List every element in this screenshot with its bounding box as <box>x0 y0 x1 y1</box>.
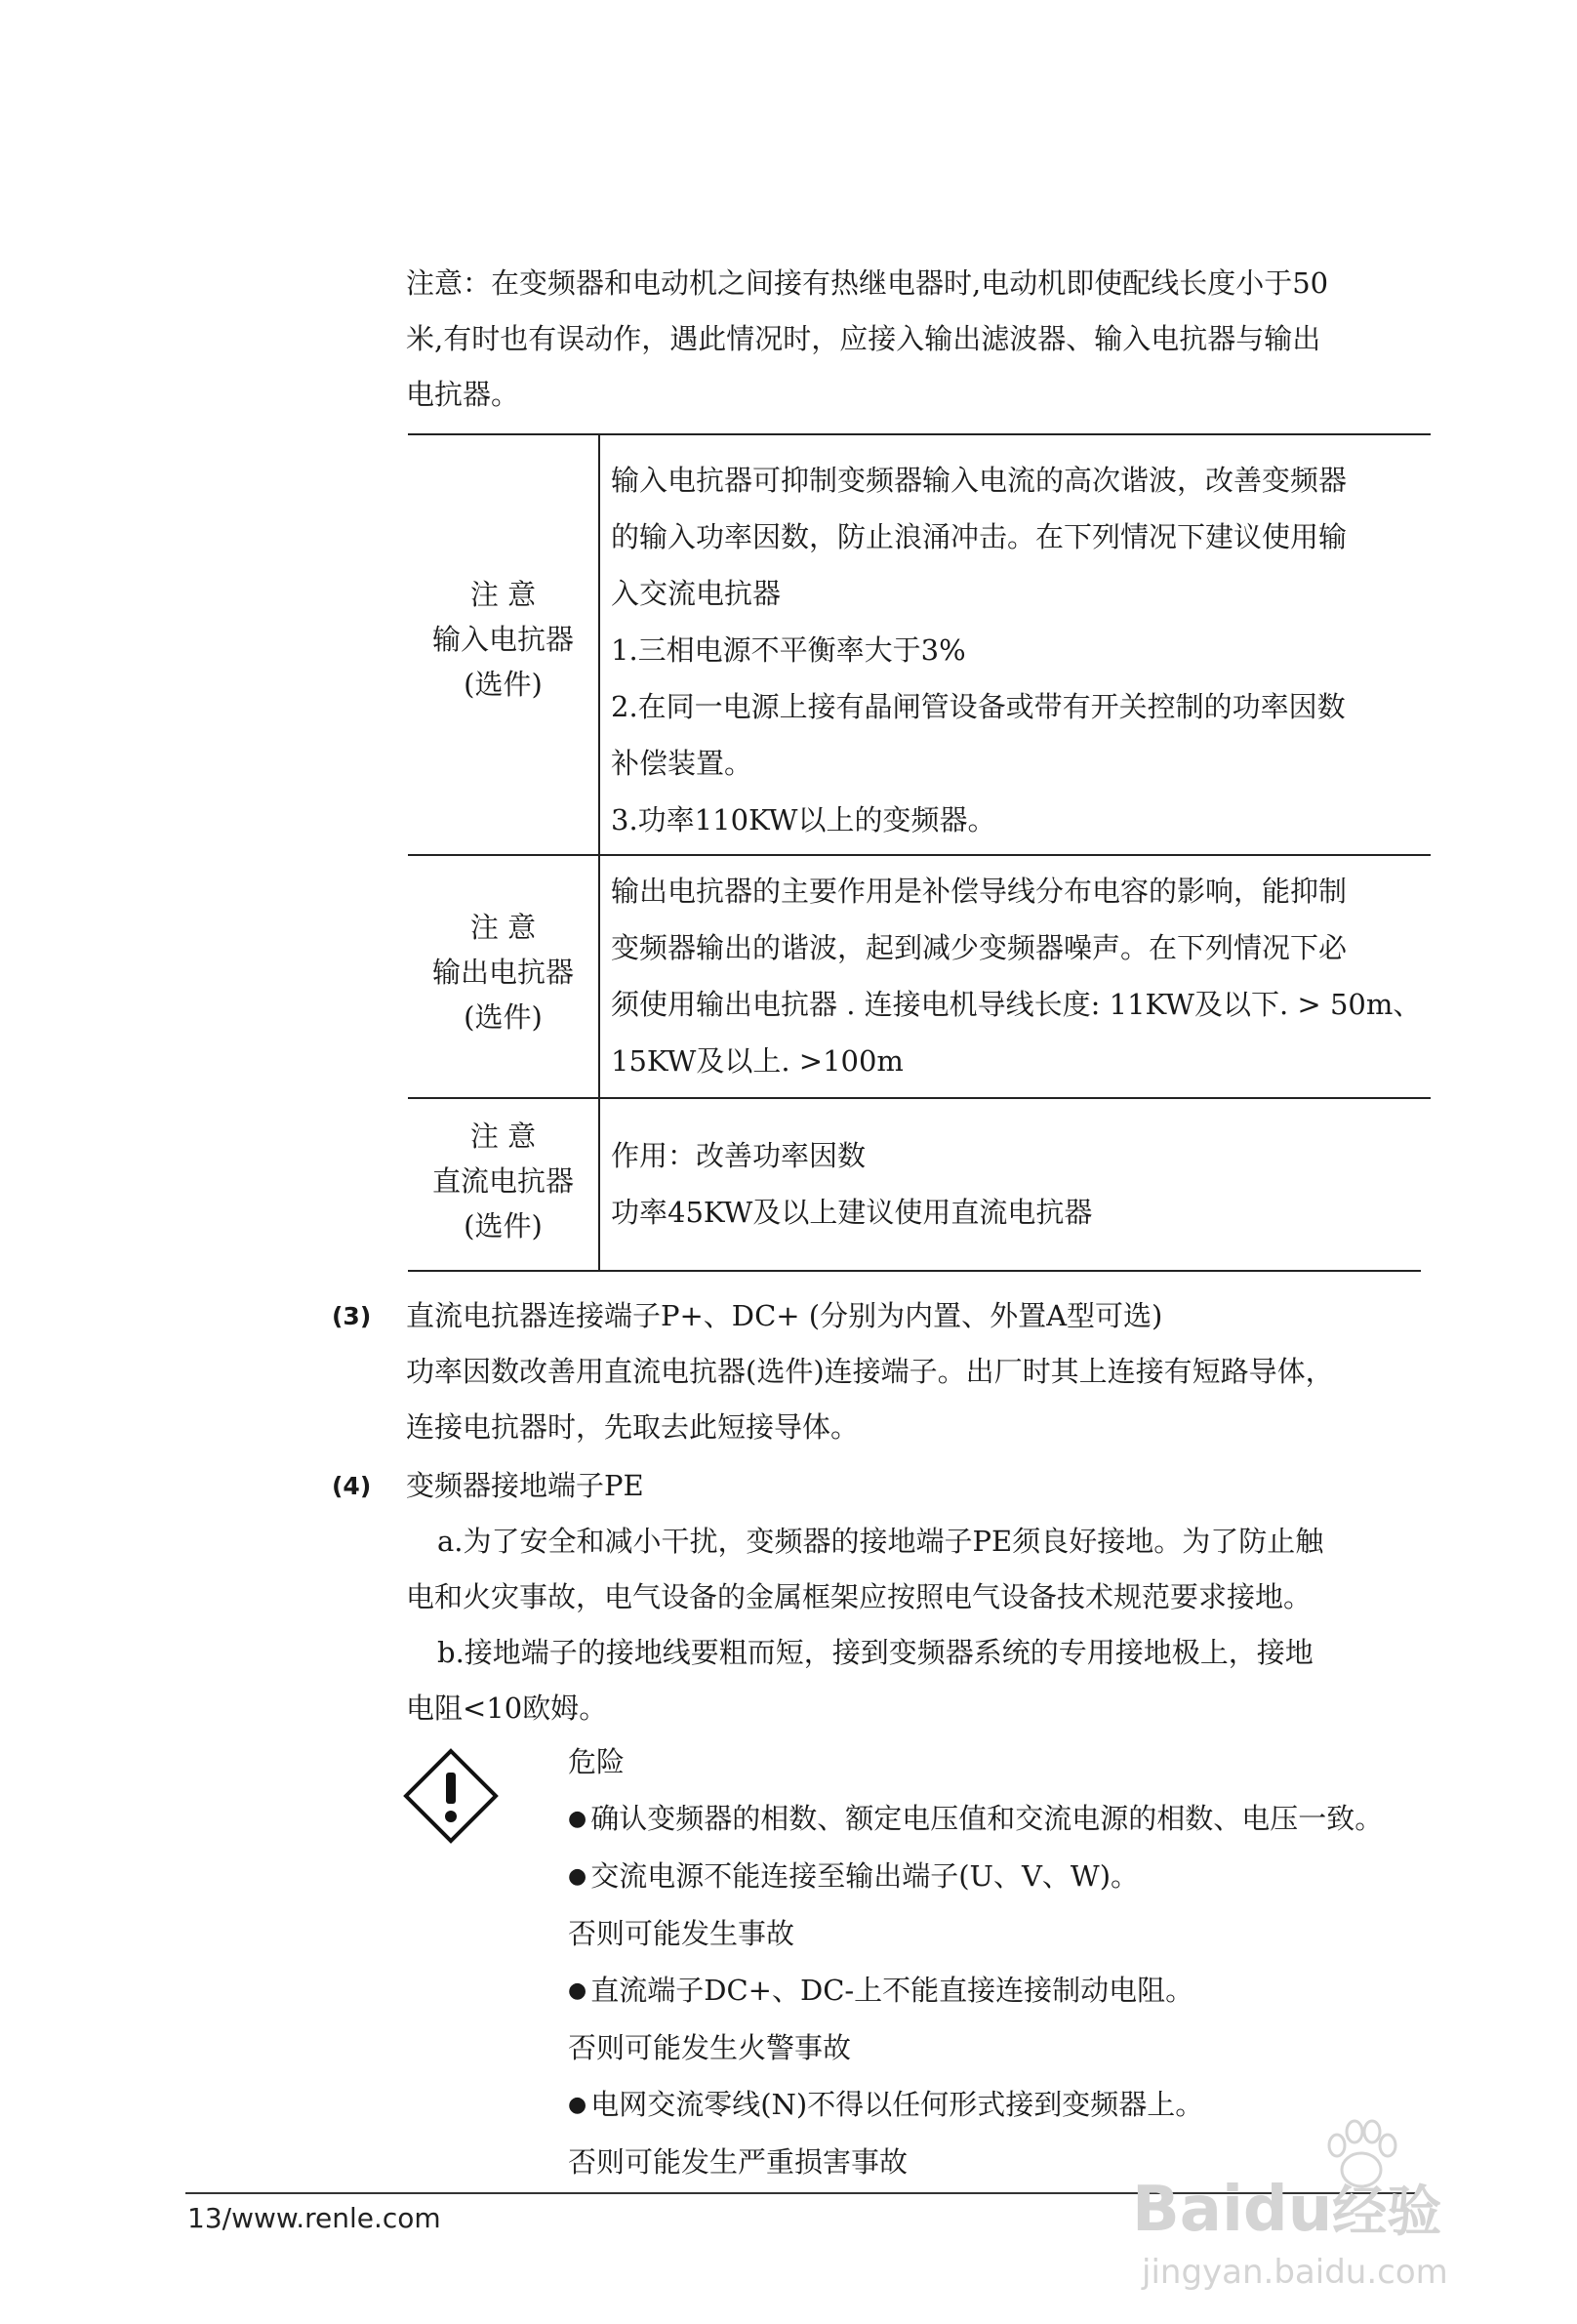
label-option: (选件) <box>464 668 543 701</box>
table-row-label <box>408 572 598 707</box>
cell-line: 3.功率110KW以上的变频器。 <box>611 803 996 836</box>
baidu-watermark <box>1132 2116 1542 2311</box>
section-line: 连接电抗器时，先取去此短接导体。 <box>406 1410 860 1444</box>
label-note: 注 意 <box>469 578 537 611</box>
cell-line: 补偿装置。 <box>611 747 753 780</box>
table-row-content <box>611 1127 1431 1241</box>
note-paragraph <box>406 256 1431 423</box>
label-note: 注 意 <box>469 911 537 944</box>
section-line: 功率因数改善用直流电抗器(选件)连接端子。出厂时其上连接有短路导体， <box>406 1355 1334 1388</box>
cell-line: 2.在同一电源上接有晶闸管设备或带有开关控制的功率因数 <box>611 690 1346 723</box>
table-row-content <box>611 452 1431 848</box>
cell-line: 作用：改善功率因数 <box>611 1139 867 1172</box>
danger-item <box>568 1790 1383 1848</box>
section-line: b.接地端子的接地线要粗而短，接到变频器系统的专用接地极上，接地 <box>437 1636 1314 1669</box>
cell-line: 输出电抗器的主要作用是补偿导线分布电容的影响，能抑制 <box>611 875 1348 908</box>
section-title: 直流电抗器连接端子P+、DC+ (分别为内置、外置A型可选) <box>406 1299 1163 1332</box>
cell-line: 15KW及以上. >100m <box>611 1044 904 1078</box>
watermark-brand: Baidu经验 <box>1132 2174 1442 2246</box>
watermark-url: jingyan.baidu.com <box>1142 2253 1448 2292</box>
section-line: 电和火灾事故，电气设备的金属框架应按照电气设备技术规范要求接地。 <box>406 1580 1313 1613</box>
danger-item-text: 电网交流零线(N)不得以任何形式接到变频器上。 <box>590 2088 1204 2121</box>
label-option: (选件) <box>464 1000 543 1034</box>
label-title: 输出电抗器 <box>431 956 574 989</box>
bullet-icon: ● <box>568 1978 587 2003</box>
cell-line: 入交流电抗器 <box>611 577 782 610</box>
danger-item-text: 交流电源不能连接至输出端子(U、V、W)。 <box>590 1859 1140 1893</box>
note-line: 米,有时也有误动作，遇此情况时，应接入输出滤波器、输入电抗器与输出 <box>406 322 1321 355</box>
danger-consequence: 否则可能发生火警事故 <box>568 2031 852 2064</box>
cell-line: 的输入功率因数，防止浪涌冲击。在下列情况下建议使用输 <box>611 520 1348 553</box>
danger-consequence: 否则可能发生严重损害事故 <box>568 2145 909 2179</box>
section-line: 电阻<10欧姆。 <box>406 1692 608 1725</box>
table-row-divider <box>408 854 1431 856</box>
danger-item-text: 直流端子DC+、DC-上不能直接连接制动电阻。 <box>590 1974 1194 2007</box>
cell-line: 功率45KW及以上建议使用直流电抗器 <box>611 1196 1093 1229</box>
table-row-divider <box>408 1097 1431 1099</box>
danger-item <box>568 1848 1383 1905</box>
danger-consequence: 否则可能发生事故 <box>568 1917 795 1950</box>
table-bottom-rule <box>408 1270 1421 1272</box>
cell-line: 变频器输出的谐波，起到减少变频器噪声。在下列情况下必 <box>611 931 1348 964</box>
section-number: (3) <box>332 1302 372 1330</box>
label-title: 输入电抗器 <box>431 623 574 656</box>
section-line: a.为了安全和减小干扰，变频器的接地端子PE须良好接地。为了防止触 <box>437 1525 1324 1558</box>
note-line: 电抗器。 <box>406 378 520 411</box>
cell-line: 1.三相电源不平衡率大于3% <box>611 633 966 667</box>
bullet-icon: ● <box>568 1864 587 1889</box>
table-column-divider <box>598 433 600 1270</box>
table-row-label <box>408 1114 598 1248</box>
warning-icon <box>402 1747 500 1845</box>
label-option: (选件) <box>464 1209 543 1243</box>
section-number: (4) <box>332 1472 372 1500</box>
bullet-icon: ● <box>568 2093 587 2117</box>
cell-line: 须使用输出电抗器 . 连接电机导线长度: 11KW及以下. > 50m、 <box>611 988 1422 1021</box>
bullet-icon: ● <box>568 1807 587 1831</box>
danger-item <box>568 1962 1383 2019</box>
danger-item-text: 确认变频器的相数、额定电压值和交流电源的相数、电压一致。 <box>590 1802 1384 1835</box>
table-row-label <box>408 905 598 1040</box>
cell-line: 输入电抗器可抑制变频器输入电流的高次谐波，改善变频器 <box>611 464 1348 497</box>
table-top-rule <box>408 433 1431 435</box>
label-title: 直流电抗器 <box>431 1164 574 1198</box>
label-note: 注 意 <box>469 1120 537 1153</box>
danger-title: 危险 <box>568 1745 626 1778</box>
section-title: 变频器接地端子PE <box>406 1469 644 1502</box>
footer-page-url: 13/www.renle.com <box>187 2202 441 2234</box>
note-line: 注意：在变频器和电动机之间接有热继电器时,电动机即使配线长度小于50 <box>406 266 1329 300</box>
table-row-content <box>611 863 1431 1089</box>
